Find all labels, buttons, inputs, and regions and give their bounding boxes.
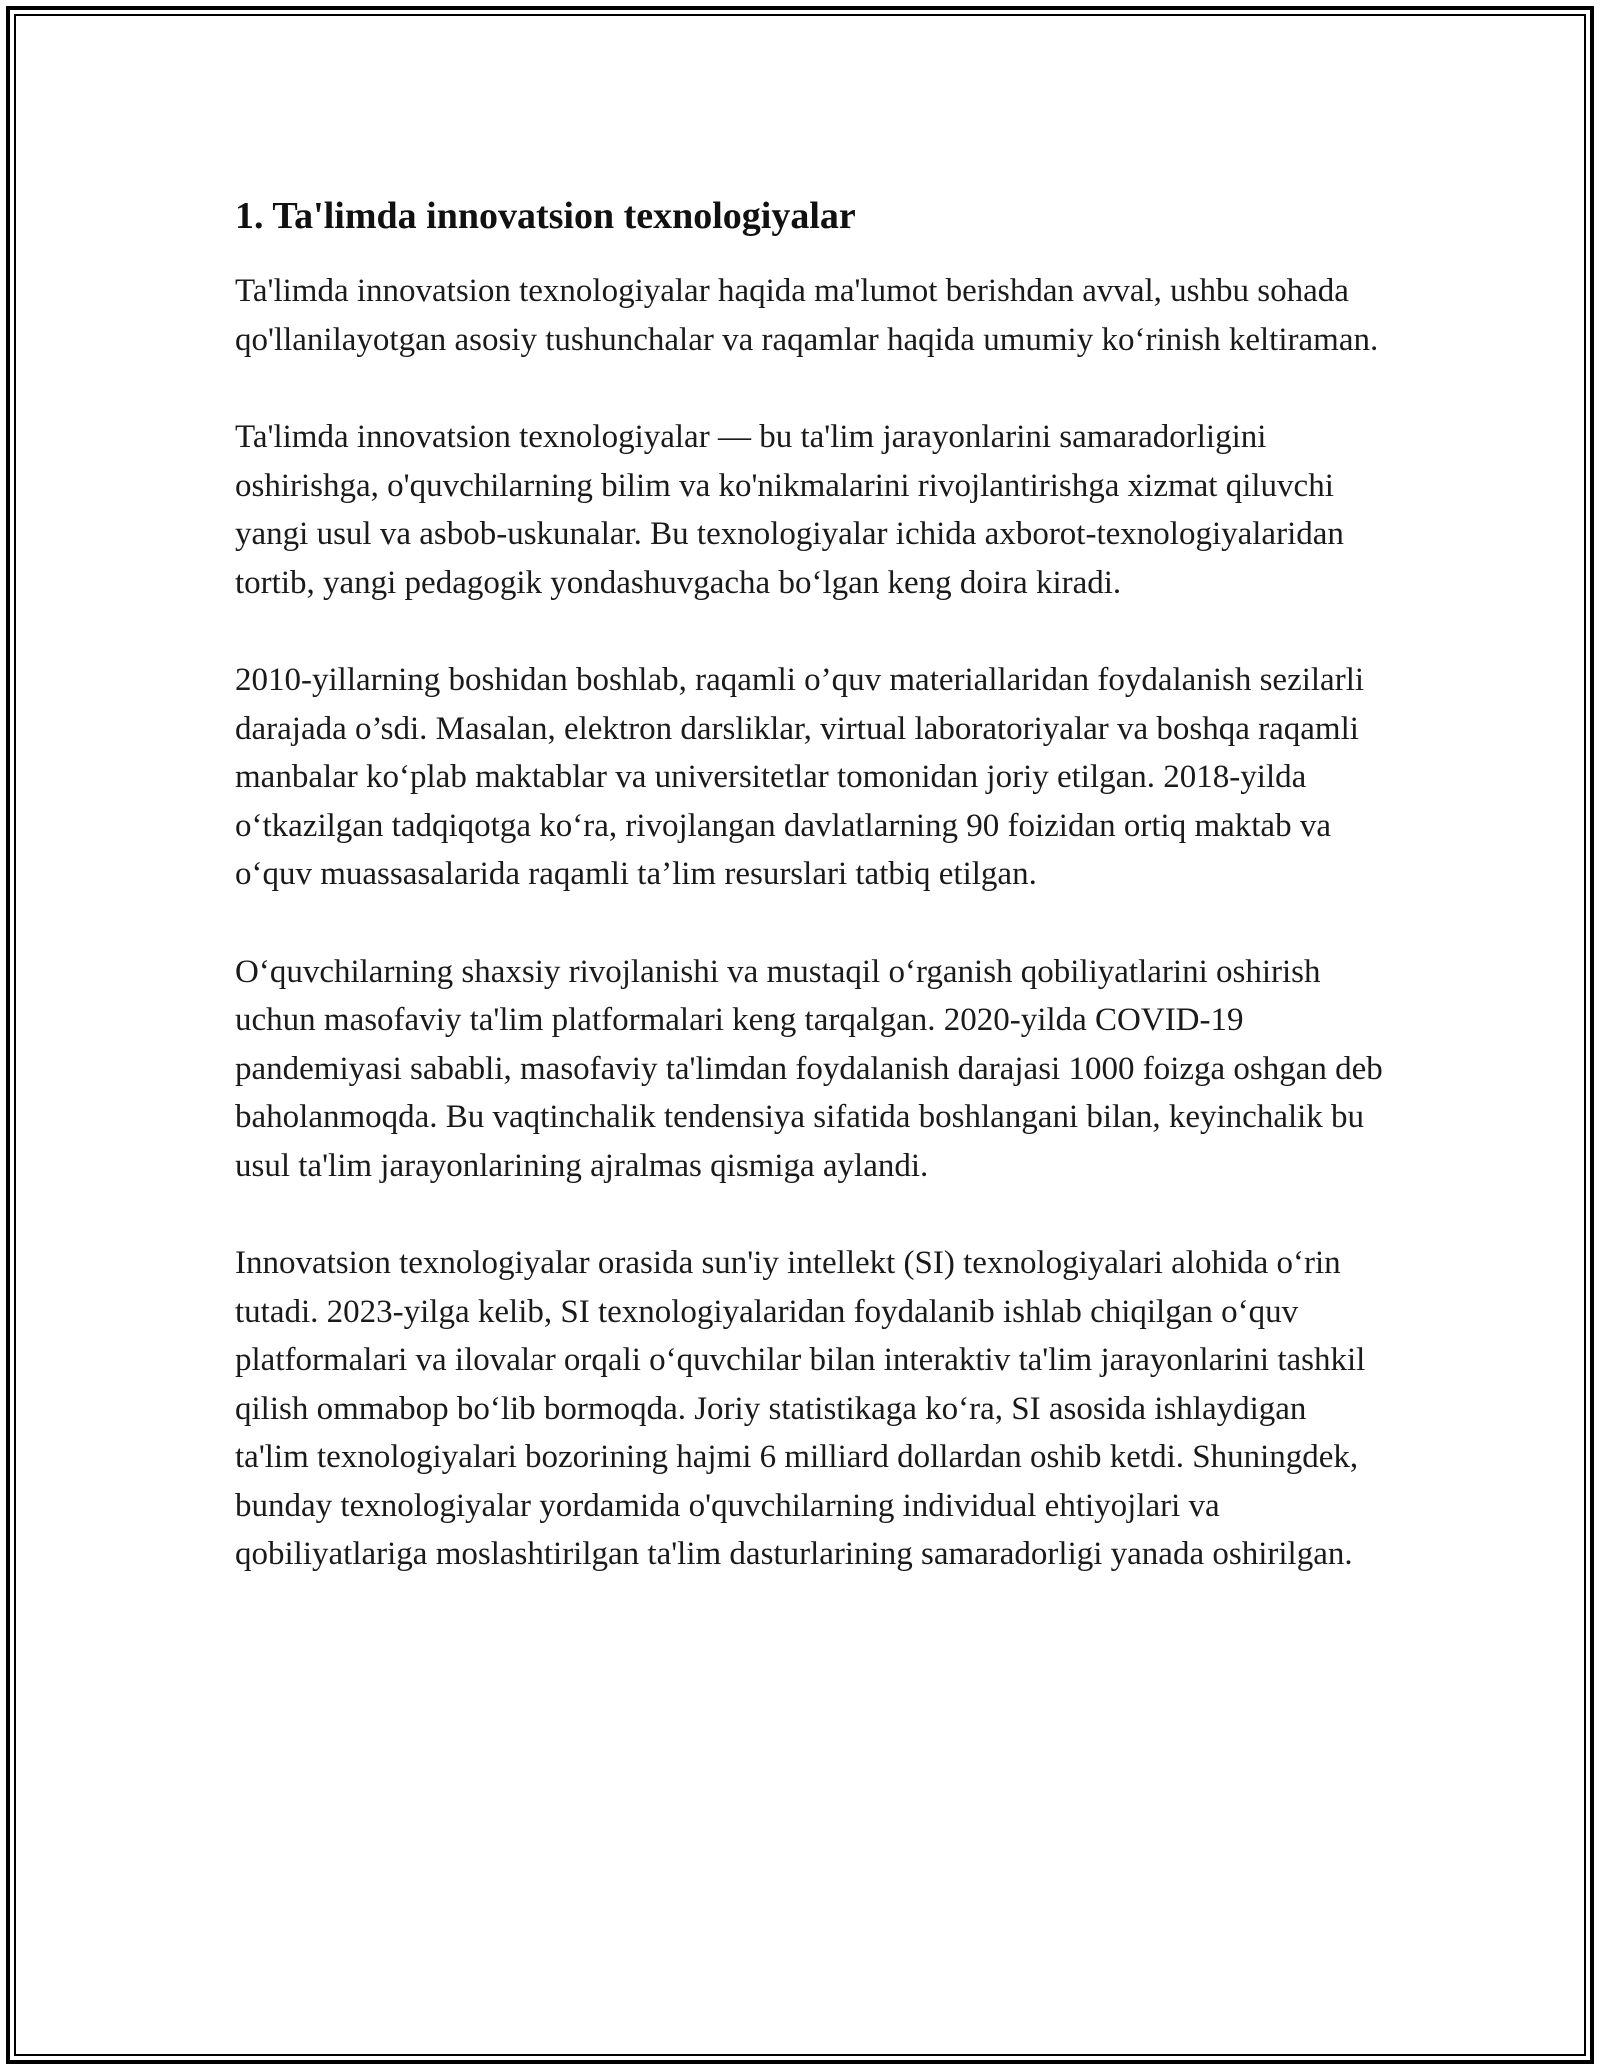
section-heading: 1. Ta'limda innovatsion texnologiyalar <box>235 195 856 237</box>
paragraph-definition: Ta'limda innovatsion texnologiyalar — bu ta'lim jarayonlarini samaradorligini oshirishga, o'quvchilarning bilim va ko'nikmalarini rivojlantirishga xizmat qiluvchi yangi usul va asbob-uskunalar. Bu texnologiyalar ichida axborot-texnologiyalaridan tortib, yangi pedagogik yondashuvgacha bo‘lgan keng doira kiradi. <box>235 419 1344 601</box>
paragraph-artificial-intelligence: Innovatsion texnologiyalar orasida sun'iy intellekt (SI) texnologiyalari alohida o‘rin tutadi. 2023-yilga kelib, SI texnologiyalaridan foydalanib ishlab chiqilgan o‘quv platformalari va ilovalar orqali o‘quvchilar bilan interaktiv ta'lim jarayonlarini tashkil qilish ommabop bo‘lib bormoqda. Joriy statistikaga ko‘ra, SI asosida ishlaydigan ta'lim texnologiyalari bozorining hajmi 6 milliard dollardan oshib ketdi. Shuningdek, bunday texnologiyalar yordamida o'quvchilarning individual ehtiyojlari va qobiliyatlariga moslashtirilgan ta'lim dasturlarining samaradorligi yanada oshirilgan. <box>235 1245 1366 1572</box>
paragraph-digital-materials: 2010-yillarning boshidan boshlab, raqamli o’quv materiallaridan foydalanish sezilarli darajada o’sdi. Masalan, elektron darsliklar, virtual laboratoriyalar va boshqa raqamli manbalar ko‘plab maktablar va universitetlar tomonidan joriy etilgan. 2018-yilda o‘tkazilgan tadqiqotga ko‘ra, rivojlangan davlatlarning 90 foizidan ortiq maktab va o‘quv muassasalarida raqamli ta’lim resurslari tatbiq etilgan. <box>235 662 1365 892</box>
paragraph-distance-learning: O‘quvchilarning shaxsiy rivojlanishi va mustaqil o‘rganish qobiliyatlarini oshirish uchun masofaviy ta'lim platformalari keng tarqalgan. 2020-yilda COVID-19 pandemiyasi sababli, masofaviy ta'limdan foydalanish darajasi 1000 foizga oshgan deb baholanmoqda. Bu vaqtinchalik tendensiya sifatida boshlangani bilan, keyinchalik bu usul ta'lim jarayonlarining ajralmas qismiga aylandi. <box>235 953 1383 1184</box>
paragraph-intro: Ta'limda innovatsion texnologiyalar haqida ma'lumot berishdan avval, ushbu sohada qo'llanilayotgan asosiy tushunchalar va raqamlar haqida umumiy ko‘rinish keltiraman. <box>235 273 1379 358</box>
document-body <box>235 187 1385 1628</box>
